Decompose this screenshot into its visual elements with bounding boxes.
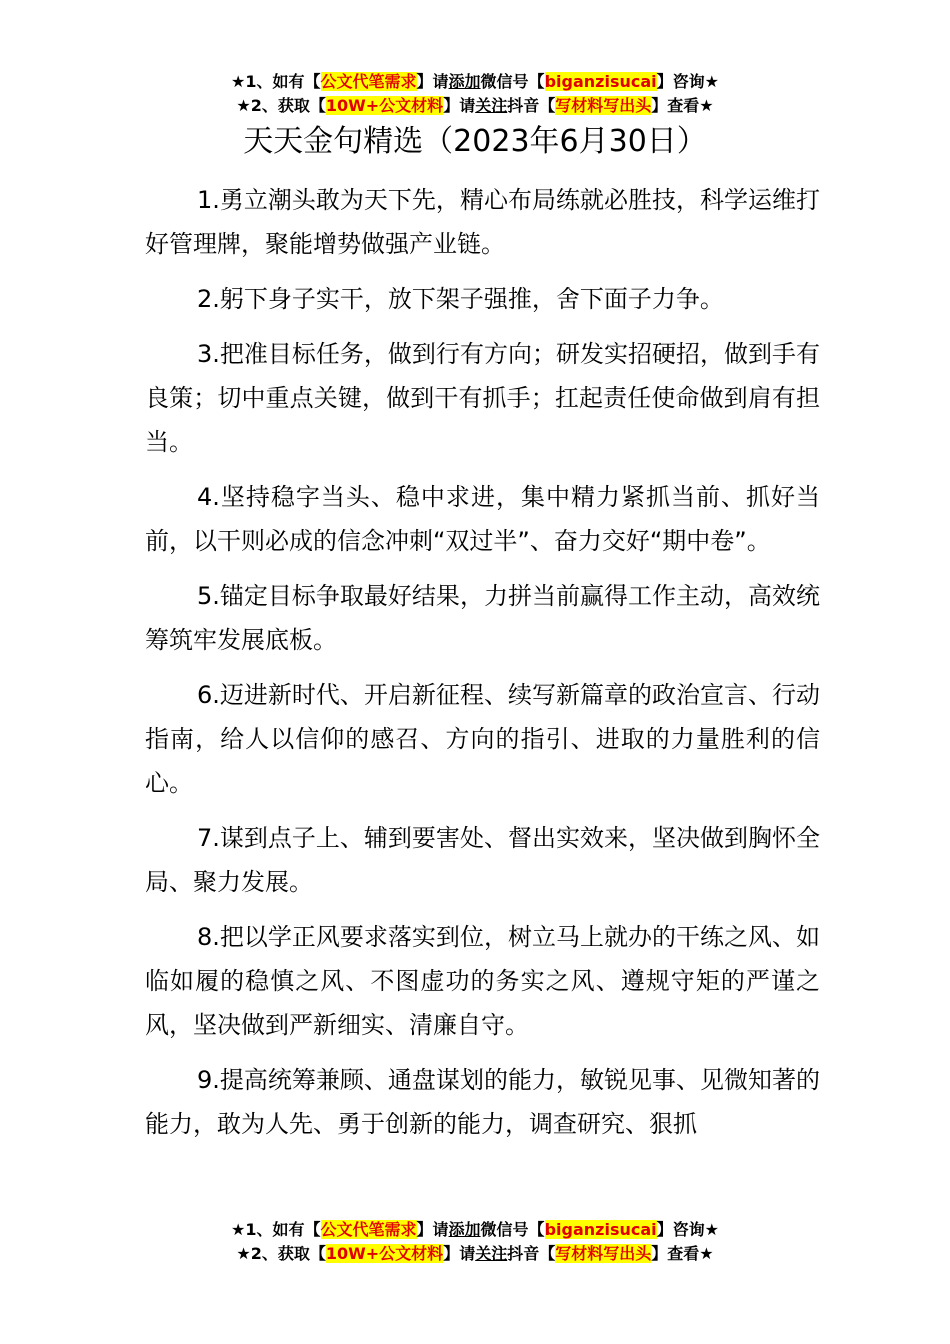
notice-text: 抖音【 bbox=[507, 1244, 556, 1263]
highlight-douyin-id: 写材料写出头 bbox=[555, 96, 652, 115]
highlight-service: 公文代笔需求 bbox=[320, 1220, 417, 1239]
paragraph: 8.把以学正风要求落实到位，树立马上就办的干练之风、如临如履的稳慎之风、不图虚功的务实之风、遵规守矩的严谨之风，坚决做到严新细实、清廉自守。 bbox=[145, 923, 820, 1039]
header-notice bbox=[0, 70, 950, 118]
highlight-service: 公文代笔需求 bbox=[320, 72, 417, 91]
highlight-wechat-id: biganzisucai bbox=[544, 1220, 657, 1239]
underlined-follow: 关注 bbox=[475, 1244, 508, 1263]
notice-text: 】请 bbox=[443, 96, 476, 115]
notice-text: 微信号【 bbox=[480, 1220, 545, 1239]
notice-text: 】查看★ bbox=[651, 1244, 714, 1263]
notice-text: ★2、获取【 bbox=[236, 1244, 326, 1263]
document-body bbox=[145, 178, 820, 1157]
page-title: 天天金句精选（2023年6月30日） bbox=[243, 124, 707, 159]
notice-text: 微信号【 bbox=[480, 72, 545, 91]
footer-notice bbox=[0, 1218, 950, 1266]
notice-line-1 bbox=[0, 70, 950, 94]
highlight-materials: 10W+公文材料 bbox=[325, 1244, 444, 1263]
paragraph: 5.锚定目标争取最好结果，力拼当前赢得工作主动，高效统筹筑牢发展底板。 bbox=[145, 582, 820, 654]
underlined-add: 添加 bbox=[448, 1220, 481, 1239]
underlined-add: 添加 bbox=[448, 72, 481, 91]
paragraph: 7.谋到点子上、辅到要害处、督出实效来，坚决做到胸怀全局、聚力发展。 bbox=[145, 824, 820, 896]
paragraph: 3.把准目标任务，做到行有方向；研发实招硬招，做到手有良策；切中重点关键，做到干有抓手；扛起责任使命做到肩有担当。 bbox=[145, 340, 820, 456]
underlined-follow: 关注 bbox=[475, 96, 508, 115]
paragraph: 1.勇立潮头敢为天下先，精心布局练就必胜技，科学运维打好管理牌，聚能增势做强产业链。 bbox=[145, 186, 820, 258]
notice-text: ★1、如有【 bbox=[231, 1220, 321, 1239]
paragraph: 6.迈进新时代、开启新征程、续写新篇章的政治宣言、行动指南，给人以信仰的感召、方向的指引、进取的力量胜利的信心。 bbox=[145, 681, 820, 797]
notice-line-2 bbox=[0, 1242, 950, 1266]
notice-text: 抖音【 bbox=[507, 96, 556, 115]
notice-text: 】请 bbox=[443, 1244, 476, 1263]
highlight-wechat-id: biganzisucai bbox=[544, 72, 657, 91]
notice-text: 】咨询★ bbox=[656, 72, 719, 91]
notice-text: ★1、如有【 bbox=[231, 72, 321, 91]
highlight-douyin-id: 写材料写出头 bbox=[555, 1244, 652, 1263]
paragraph: 9.提高统筹兼顾、通盘谋划的能力，敏锐见事、见微知著的能力，敢为人先、勇于创新的能力，调查研究、狠抓 bbox=[145, 1066, 820, 1138]
notice-text: 】查看★ bbox=[651, 96, 714, 115]
notice-line-1 bbox=[0, 1218, 950, 1242]
notice-text: 】请 bbox=[416, 72, 449, 91]
highlight-materials: 10W+公文材料 bbox=[325, 96, 444, 115]
notice-line-2 bbox=[0, 94, 950, 118]
paragraph: 4.坚持稳字当头、稳中求进，集中精力紧抓当前、抓好当前，以干则必成的信念冲刺“双过半”、奋力交好“期中卷”。 bbox=[145, 483, 820, 555]
notice-text: 】咨询★ bbox=[656, 1220, 719, 1239]
notice-text: ★2、获取【 bbox=[236, 96, 326, 115]
paragraph: 2.躬下身子实干，放下架子强推，舍下面子力争。 bbox=[197, 285, 724, 313]
notice-text: 】请 bbox=[416, 1220, 449, 1239]
